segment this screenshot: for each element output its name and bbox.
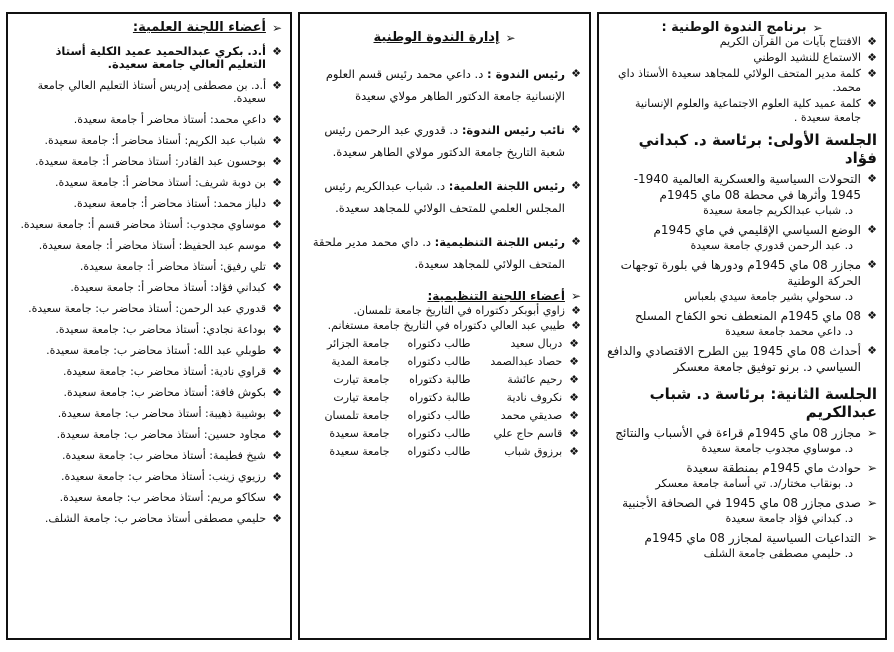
list-item: ❖ كلمة مدير المتحف الولائي للمجاهد سعيدة الأستاذ داي محمد.	[617, 67, 877, 94]
list-item: ➢ التداعيات السياسية لمجازر 08 ماي 1945م د. حليمي مصطفى جامعة الشلف	[644, 531, 877, 560]
diamond-bullet-icon: ❖	[272, 428, 282, 441]
diamond-bullet-icon: ❖	[571, 67, 581, 80]
diamond-bullet-icon: ❖	[867, 344, 877, 357]
diamond-bullet-icon: ❖	[571, 179, 581, 192]
diamond-bullet-icon: ❖	[272, 218, 282, 231]
list-item: ❖ التحولات السياسية والعسكرية العالمية 1940-1945 وأثرها في محطة 08 ماي 1945م د. شباب عبدالكريم جامعة سعيدة	[633, 172, 877, 217]
arrow-bullet-icon: ➢	[866, 461, 877, 475]
diamond-bullet-icon: ❖	[272, 155, 282, 168]
admin-header	[308, 30, 581, 45]
diamond-bullet-icon: ❖	[867, 67, 877, 80]
program-panel	[597, 12, 887, 640]
diamond-bullet-icon: ❖	[272, 365, 282, 378]
table-row: ❖ دربال سعيد طالب دكتوراه جامعة الجزائر	[327, 337, 579, 350]
list-item: ❖ قراوي نادية: أستاذ محاضر ب: جامعة سعيدة.	[62, 365, 282, 378]
list-item: ❖ شيخ فطيمة: أستاذ محاضر ب: جامعة سعيدة.	[62, 449, 282, 462]
list-item: ❖ شباب عبد الكريم: أستاذ محاضر أ: جامعة سعيدة.	[44, 134, 282, 147]
list-item: ❖ الوضع السياسي الإقليمي في ماي 1945م د. عبد الرحمن قدوري جامعة سعيدة	[653, 223, 877, 252]
list-item: ➢ مجازر 08 ماي 1945م قراءة في الأسباب والنتائج د. موساوي مجدوب جامعة سعيدة	[615, 426, 877, 455]
scientific-committee-panel	[6, 12, 292, 640]
session2-list	[607, 425, 877, 562]
list-item: ❖ أ.د. بكري عبدالحميد عميد الكلية أستاذ التعليم العالي جامعة سعيدة.	[55, 44, 282, 71]
session1-title: الجلسة الأولى: برئاسة د. كبداني فؤاد	[638, 131, 877, 167]
diamond-bullet-icon: ❖	[272, 45, 282, 58]
org-title: أعضاء اللجنة التنظيمية:	[427, 289, 565, 303]
list-item: ❖ بوداعة نجادي: أستاذ محاضر ب: جامعة سعيدة.	[55, 323, 282, 336]
list-item: ❖ حليمي مصطفى أستاذ محاضر ب: جامعة الشلف.	[44, 512, 282, 525]
diamond-bullet-icon: ❖	[272, 491, 282, 504]
diamond-bullet-icon: ❖	[272, 176, 282, 189]
admin-list	[308, 63, 581, 275]
diamond-bullet-icon: ❖	[272, 134, 282, 147]
arrow-bullet-icon: ➢	[812, 20, 823, 35]
arrow-bullet-icon: ➢	[866, 426, 877, 440]
org-header	[308, 289, 581, 303]
list-item: ❖ بوحسون عبد القادر: أستاذ محاضر أ: جامعة سعيدة.	[35, 155, 282, 168]
list-item: ❖ مجازر 08 ماي 1945م ودورها في بلورة توجهات الحركة الوطنية د. سحولي بشير جامعة سيدي بلعباس	[620, 258, 877, 303]
diamond-bullet-icon: ❖	[272, 407, 282, 420]
program-list	[607, 35, 877, 125]
diamond-bullet-icon: ❖	[272, 113, 282, 126]
session2-title: الجلسة الثانية: برئاسة د. شباب عبدالكريم	[649, 385, 877, 421]
list-item: ❖ مجاود حسين: أستاذ محاضر ب: جامعة سعيدة.	[56, 428, 282, 441]
diamond-bullet-icon: ❖	[272, 281, 282, 294]
table-row: ❖ قاسم حاج علي طالب دكتوراه جامعة سعيدة	[329, 427, 579, 440]
diamond-bullet-icon: ❖	[867, 172, 877, 185]
list-item: ❖ تلي رفيق: أستاذ محاضر أ: جامعة سعيدة.	[79, 260, 282, 273]
diamond-bullet-icon: ❖	[272, 344, 282, 357]
arrow-bullet-icon: ➢	[866, 531, 877, 545]
list-item: ❖ سكاكو مريم: أستاذ محاضر ب: جامعة سعيدة.	[59, 491, 282, 504]
list-item: ❖ أحداث 08 ماي 1945 بين الطرح الاقتصادي والدافع السياسي د. برنو توفيق جامعة معسكر	[607, 344, 877, 374]
session1-list	[607, 171, 877, 375]
table-row: ❖ حصاد عبدالصمد طالب دكتوراه جامعة المدية	[331, 355, 579, 368]
diamond-bullet-icon: ❖	[272, 386, 282, 399]
list-item: ❖ رزيوي زينب: أستاذ محاضر ب: جامعة سعيدة.	[61, 470, 282, 483]
program-header	[607, 20, 877, 35]
list-item: ❖ موساوي مجدوب: أستاذ محاضر قسم أ: جامعة سعيدة.	[20, 218, 282, 231]
list-item: ❖ بوشيبة ذهيبة: أستاذ محاضر ب: جامعة سعيدة.	[57, 407, 282, 420]
members-header	[16, 20, 282, 35]
list-item: ❖ بكوش فافة: أستاذ محاضر ب: جامعة سعيدة.	[63, 386, 282, 399]
table-row: ❖ برزوق شباب طالب دكتوراه جامعة سعيدة	[329, 445, 579, 458]
arrow-bullet-icon: ➢	[505, 30, 516, 45]
diamond-bullet-icon: ❖	[867, 97, 877, 110]
org-list	[308, 303, 581, 333]
list-item: ❖ كبداني فؤاد: أستاذ محاضر أ: جامعة سعيدة.	[70, 281, 282, 294]
list-item: ❖ طيبي عبد العالي دكتوراه في التاريخ جامعة مستغانم.	[327, 319, 581, 332]
diamond-bullet-icon: ❖	[867, 223, 877, 236]
org-table	[308, 335, 581, 461]
list-item: ❖ كلمة عميد كلية العلوم الاجتماعية والعلوم الإنسانية جامعة سعيدة .	[634, 97, 877, 124]
diamond-bullet-icon: ❖	[272, 449, 282, 462]
diamond-bullet-icon: ❖	[571, 123, 581, 136]
arrow-bullet-icon: ➢	[570, 289, 581, 303]
table-row: ❖ رحيم عائشة طالبة دكتوراه جامعة تيارت	[333, 373, 579, 386]
list-item: ❖ زاوي أبوبكر دكتوراه في التاريخ جامعة تلمسان.	[353, 304, 581, 317]
list-item: ➢ حوادث ماي 1945م بمنطقة سعيدة د. بونقاب مختار/د. تي أسامة جامعة معسكر	[655, 461, 877, 490]
diamond-bullet-icon: ❖	[272, 260, 282, 273]
diamond-bullet-icon: ❖	[272, 302, 282, 315]
diamond-bullet-icon: ❖	[272, 470, 282, 483]
list-item: ➢ صدى مجازر 08 ماي 1945 في الصحافة الأجنبية د. كبداني فؤاد جامعة سعيدة	[622, 496, 877, 525]
arrow-bullet-icon: ➢	[866, 496, 877, 510]
diamond-bullet-icon: ❖	[867, 309, 877, 322]
list-item: ❖ داعي محمد: أستاذ محاضر أ جامعة سعيدة.	[73, 113, 282, 126]
program-title: برنامج الندوة الوطنية :	[661, 20, 807, 35]
list-item: ❖ أ.د. بن مصطفى إدريس أستاذ التعليم العالي جامعة سعيدة.	[37, 79, 282, 105]
admin-panel	[298, 12, 591, 640]
table-row: ❖ صديقي محمد طالب دكتوراه جامعة تلمسان	[324, 409, 579, 422]
diamond-bullet-icon: ❖	[272, 239, 282, 252]
diamond-bullet-icon: ❖	[867, 51, 877, 64]
diamond-bullet-icon: ❖	[272, 79, 282, 92]
list-item: ❖ بن دوبة شريف: أستاذ محاضر أ: جامعة سعيدة.	[54, 176, 282, 189]
diamond-bullet-icon: ❖	[272, 323, 282, 336]
list-item: ❖ الافتتاح بآيات من القرآن الكريم	[719, 35, 877, 48]
diamond-bullet-icon: ❖	[571, 304, 581, 317]
table-row: ❖ نكروف نادية طالبة دكتوراه جامعة تيارت	[333, 391, 579, 404]
list-item: ❖ موسم عبد الحفيظ: أستاذ محاضر أ: جامعة سعيدة.	[38, 239, 282, 252]
admin-title: إدارة الندوة الوطنية	[373, 30, 500, 45]
list-item: ❖ طوبلي عبد الله: أستاذ محاضر ب: جامعة سعيدة.	[46, 344, 282, 357]
list-item: ❖ 08 ماي 1945م المنعطف نحو الكفاح المسلح د. داعي محمد جامعة سعيدة	[635, 309, 877, 338]
arrow-bullet-icon: ➢	[271, 20, 282, 35]
list-item: ❖ الاستماع للنشيد الوطني	[753, 51, 877, 64]
list-item: ❖ نائب رئيس الندوة: د. قدوري عبد الرحمن رئيس شعبة التاريخ جامعة الدكتور مولاي الطاهر سعيدة.	[308, 119, 581, 163]
list-item: ❖ دلباز محمد: أستاذ محاضر أ: جامعة سعيدة.	[73, 197, 282, 210]
diamond-bullet-icon: ❖	[571, 235, 581, 248]
members-title: أعضاء اللجنة العلمية:	[132, 20, 266, 35]
list-item: ❖ رئيس اللجنة العلمية: د. شباب عبدالكريم رئيس المجلس العلمي للمتحف الولائي للمجاهد سعيدة.	[308, 175, 581, 219]
members-list	[16, 45, 282, 525]
diamond-bullet-icon: ❖	[867, 258, 877, 271]
list-item: ❖ رئيس الندوة : د. داعي محمد رئيس قسم العلوم الإنسانية جامعة الدكتور الطاهر مولاي سعيدة	[308, 63, 581, 107]
diamond-bullet-icon: ❖	[272, 197, 282, 210]
diamond-bullet-icon: ❖	[867, 35, 877, 48]
diamond-bullet-icon: ❖	[272, 512, 282, 525]
list-item: ❖ رئيس اللجنة التنظيمية: د. داي محمد مدير ملحقة المتحف الولائي للمجاهد سعيدة.	[308, 231, 581, 275]
diamond-bullet-icon: ❖	[571, 319, 581, 332]
list-item: ❖ قدوري عبد الرحمن: أستاذ محاضر ب: جامعة سعيدة.	[28, 302, 282, 315]
